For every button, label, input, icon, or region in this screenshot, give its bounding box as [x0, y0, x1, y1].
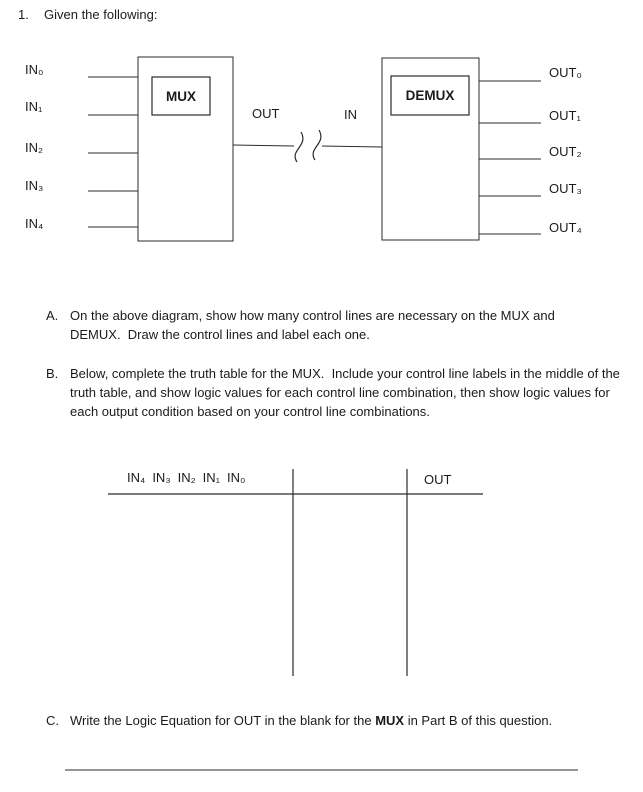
wire-break-mark-2: [313, 130, 321, 160]
input-label-in1: IN₁: [25, 99, 43, 114]
question-c-text: [70, 711, 630, 730]
demux-block-label: DEMUX: [405, 88, 455, 103]
wire-break-mark-1: [295, 132, 303, 162]
output-label-out0: OUT₀: [549, 65, 582, 80]
output-label-out2: OUT₂: [549, 144, 582, 159]
mux-out-wire: [233, 145, 294, 146]
output-label-out3: OUT₃: [549, 181, 582, 196]
demux-in-wire-label: IN: [344, 107, 357, 122]
tt-header-in0: IN₀: [227, 470, 246, 485]
output-label-out4: OUT₄: [549, 220, 582, 235]
input-label-in0: IN₀: [25, 62, 44, 77]
question-a-text: On the above diagram, show how many control lines are necessary on the MUX and DEMUX. Draw the control lines and label each one.: [70, 308, 559, 342]
question-c-letter: C.: [46, 713, 59, 728]
input-label-in2: IN₂: [25, 140, 44, 155]
question-c: [46, 711, 630, 730]
intro-text: Given the following:: [44, 7, 158, 22]
question-a-letter: A.: [46, 308, 59, 323]
mux-block-label: MUX: [166, 88, 196, 104]
tt-header-in2: IN₂: [177, 470, 196, 485]
demux-in-wire: [322, 146, 382, 147]
output-label-out1: OUT₁: [549, 108, 581, 123]
question-b-text: Below, complete the truth table for the MUX. Include your control line labels in the middle of the truth table, and show logic values for each control line combination, then show logic values for each output condition based on your control line combinations.: [70, 366, 624, 419]
truth-table-input-headers: [127, 470, 245, 485]
truth-table-output-header: OUT: [424, 472, 452, 487]
tt-header-in1: IN₁: [202, 470, 221, 485]
mux-out-wire-label: OUT: [252, 106, 280, 121]
question-b-letter: B.: [46, 366, 59, 381]
tt-header-in3: IN₃: [152, 470, 171, 485]
question-c-text-bold: MUX: [375, 713, 405, 728]
input-label-in4: IN₄: [25, 216, 44, 231]
question-b: [46, 364, 630, 421]
input-label-in3: IN₃: [25, 178, 44, 193]
question-a: [46, 306, 597, 344]
question-c-text-before: Write the Logic Equation for OUT in the blank for the: [70, 713, 376, 728]
question-c-text-after: in Part B of this question.: [404, 713, 553, 728]
tt-header-in4: IN₄: [127, 470, 146, 485]
question-number: 1.: [18, 7, 29, 22]
